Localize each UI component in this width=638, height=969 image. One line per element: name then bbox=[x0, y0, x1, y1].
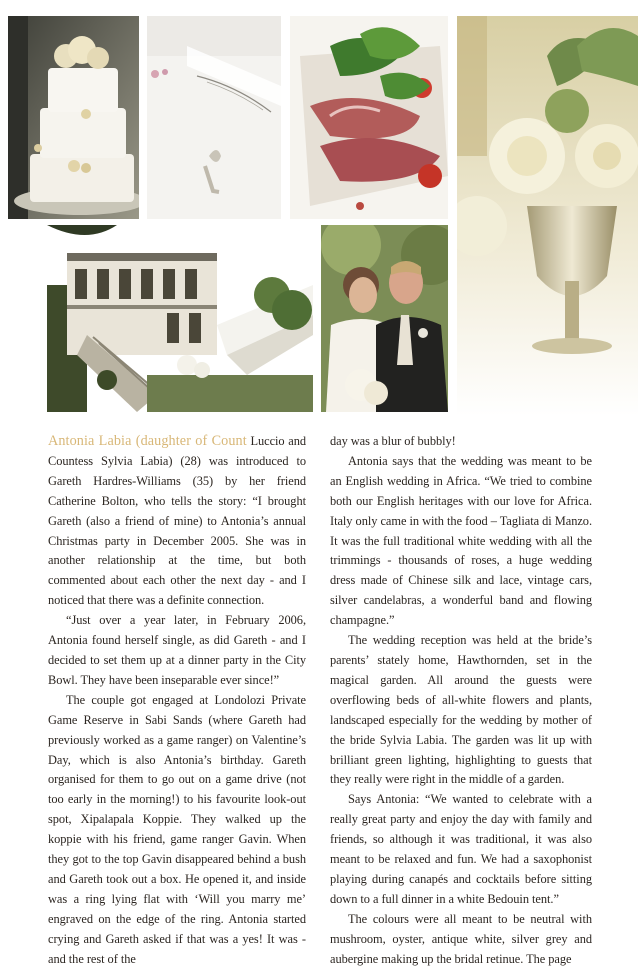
paragraph-text: Luccio and Countess Sylvia Labia) (28) was introduced to Gareth Hardres-Williams (35) by her friend Catherine Bolton, who tells the story: “I brought Gareth (also a friend of mine) to Antonia’s annual Christmas party in December 2005. She was in another relationship at the time, but both commented about each other the next day - and I noticed that there was a definite connection. bbox=[48, 434, 306, 608]
lead-paragraph bbox=[48, 432, 306, 611]
bride-and-groom-photo bbox=[321, 225, 448, 412]
article-left-column bbox=[48, 432, 306, 969]
place-card-photo bbox=[147, 16, 281, 219]
article-right-column bbox=[330, 432, 592, 969]
beef-salad-photo bbox=[290, 16, 448, 219]
paragraph: “Just over a year later, in February 2006, Antonia found herself single, as did Gareth - and I decided to set them up at a dinner party in the City Bowl. They have been inseparable ever since!” bbox=[48, 613, 306, 687]
lead-in: Antonia Labia (daughter of Count bbox=[48, 433, 247, 449]
paragraph: The colours were all meant to be neutral with mushroom, oyster, antique white, silver grey and aubergine making up the bridal retinue. The page bbox=[330, 911, 592, 966]
hawthornden-house-photo bbox=[47, 225, 313, 412]
paragraph: Antonia says that the wedding was meant to be an English wedding in Africa. “We tried to combine both our English heritages with our love for Africa. Italy only came in with the food – Tagliata di Manzo. It was the full traditional white wedding with all the trimmings - thousands of roses, a huge wedding dress made of Chinese silk and lace, vintage cars, silver candelabras, a wonderful band and flowing champagne.” bbox=[330, 453, 592, 628]
paragraph: The wedding reception was held at the bride’s parents’ stately home, Hawthornden, set in the magical garden. All around the guests were overflowing beds of all-white flowers and plants, landscaped especially for the wedding by mother of the bride Sylvia Labia. The garden was lit up with brilliant green lighting, highlighting to guests that they really were right in the middle of a garden. bbox=[330, 633, 592, 787]
paragraph-continuation: day was a blur of bubbly! bbox=[330, 434, 456, 448]
wedding-cake-photo bbox=[8, 16, 139, 219]
paragraph: Says Antonia: “We wanted to celebrate with a really great party and enjoy the day with family and friends, so although it was traditional, it was also meant to be relaxed and fun. We had a saxophonist playing during canapés and cocktails before sitting down to a full dinner in a white Bedouin tent.” bbox=[330, 792, 592, 906]
paragraph: The couple got engaged at Londolozi Private Game Reserve in Sabi Sands (where Gareth had previously worked as a game ranger) on Valentine’s Day, which is also Antonia’s birthday. Gareth organised for them to go out on a game drive (not too early in the morning!) to his favourite look-out spot, Xipalapala Koppie. They walked up the koppie with his friend, game ranger Gavin. When they got to the top Gavin disappeared behind a bush and Gareth took out a box. He opened it, and inside was a ring lying flat with ‘Will you marry me’ engraved on the edge of the ring. Antonia started crying and Gareth asked if that was a yes! It was - and the rest of the bbox=[48, 692, 306, 966]
rose-arrangement-photo bbox=[457, 16, 638, 416]
